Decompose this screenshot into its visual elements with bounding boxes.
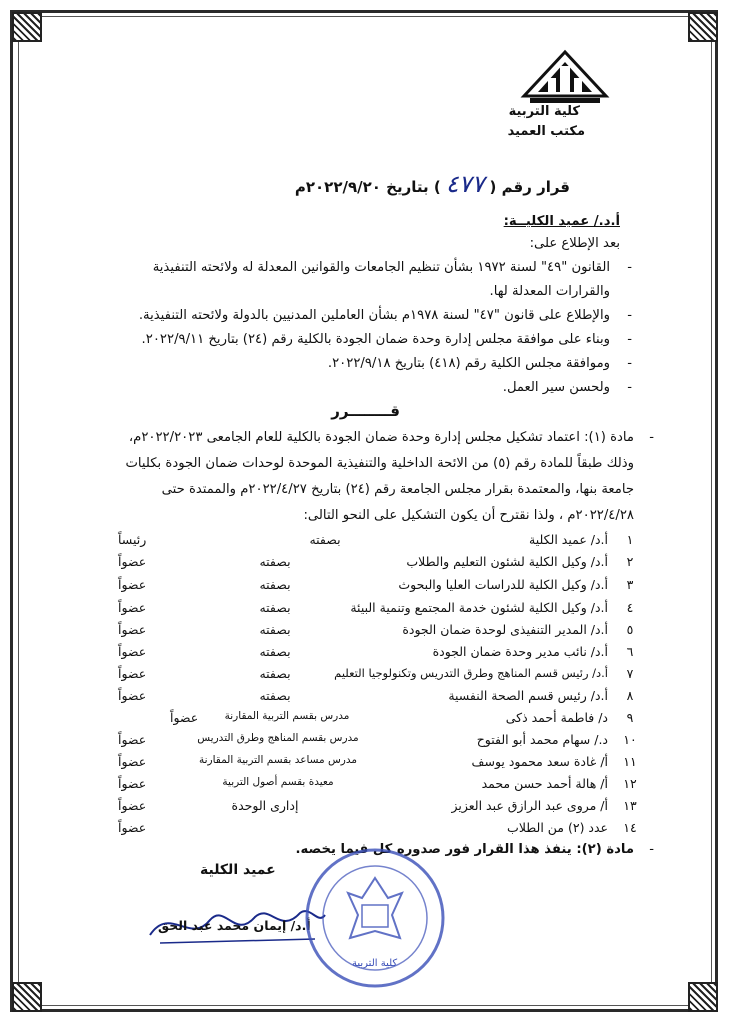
member-number: ١	[626, 532, 634, 547]
member-position: بصفته	[259, 577, 291, 592]
member-name: د/ فاطمة أحمد ذكى	[505, 710, 608, 725]
member-number: ٩	[626, 710, 634, 725]
member-name: أ.د/ نائب مدير وحدة ضمان الجودة	[432, 644, 608, 659]
member-role: عضواً	[118, 754, 147, 769]
consideration-4: وموافقة مجلس الكلية رقم (٤١٨) بتاريخ ٢٠٢٢/٩/١٨.	[327, 356, 610, 371]
member-number: ٣	[626, 577, 634, 592]
member-name: أ/ هالة أحمد حسن محمد	[481, 776, 608, 791]
article1-line-3: جامعة بنها، والمعتمدة بقرار مجلس الجامعة رقم (٢٤) بتاريخ ٢٠٢٢/٤/٢٧م والممتدة حتى	[161, 482, 634, 497]
member-position: بصفته	[309, 532, 341, 547]
corner-ornament	[688, 12, 718, 42]
member-number: ٤	[626, 600, 634, 615]
member-name: أ/ غادة سعد محمود يوسف	[471, 754, 608, 769]
member-name: د./ سهام محمد أبو الفتوح	[476, 732, 608, 747]
member-position: مدرس بقسم التربية المقارنة	[224, 710, 350, 722]
member-name: أ.د/ عميد الكلية	[529, 532, 608, 547]
member-number: ١٣	[623, 798, 637, 813]
member-name: عدد (٢) من الطلاب	[507, 820, 608, 835]
member-name: أ/ مروى عبد الرازق عبد العزيز	[451, 798, 608, 813]
member-role: عضواً	[118, 554, 147, 569]
decision-title-prefix: قرار رقم (	[489, 178, 570, 196]
signatory-name: أ.د/ إيمان محمد عبد الحق	[158, 918, 311, 933]
member-role: عضواً	[118, 798, 147, 813]
official-stamp	[300, 843, 450, 993]
consideration-bullet: -	[627, 380, 632, 395]
stamp-label: كلية التربية	[352, 958, 398, 969]
article1-line-4: ٢٠٢٢/٤/٢٨م ، ولذا نقترح أن يكون التشكيل على النحو التالى:	[303, 508, 634, 523]
consideration-1-line-2: والقرارات المعدلة لها.	[489, 284, 610, 299]
member-position: بصفته	[259, 688, 291, 703]
member-role: رئيساً	[118, 532, 147, 547]
member-position: مدرس بقسم المناهج وطرق التدريس	[197, 732, 359, 744]
member-role: عضواً	[118, 732, 147, 747]
member-role: عضواً	[118, 600, 147, 615]
member-name: أ.د/ وكيل الكلية لشئون خدمة المجتمع وتنمية البيئة	[350, 600, 608, 615]
member-role: عضواً	[118, 644, 147, 659]
member-position: بصفته	[259, 554, 291, 569]
member-number: ١١	[623, 754, 637, 769]
consideration-5: ولحسن سير العمل.	[502, 380, 610, 395]
member-role: عضواً	[170, 710, 199, 725]
member-name: أ.د/ رئيس قسم الصحة النفسية	[448, 688, 608, 703]
corner-ornament	[12, 12, 42, 42]
member-role: عضواً	[118, 688, 147, 703]
member-position: بصفته	[259, 622, 291, 637]
member-position: بصفته	[259, 666, 291, 681]
consideration-1-line-1: القانون "٤٩" لسنة ١٩٧٢ بشأن تنظيم الجامعات والقوانين المعدلة له ولائحته التنفيذية	[152, 260, 610, 275]
member-number: ٨	[626, 688, 634, 703]
member-role: عضواً	[118, 666, 147, 681]
decision-title	[295, 170, 570, 198]
article-bullet: -	[649, 842, 654, 857]
article1-line-2: وذلك طبقاً للمادة رقم (٥) من الائحة الداخلية والتنفيذية الموحدة لوحدات ضمان الجودة بكليات	[125, 456, 634, 471]
member-name: أ.د/ وكيل الكلية للدراسات العليا والبحوث	[398, 577, 608, 592]
article1-line-1: مادة (١): اعتماد تشكيل مجلس إدارة وحدة ضمان الجودة بالكلية للعام الجامعى ٢٠٢٢/٢٠٢٣م،	[128, 430, 634, 445]
decides-heading: قــــــــرر	[331, 402, 400, 420]
member-position: بصفته	[259, 644, 291, 659]
corner-ornament	[12, 982, 42, 1012]
consideration-bullet: -	[627, 260, 632, 275]
member-role: عضواً	[118, 776, 147, 791]
member-number: ١٠	[623, 732, 637, 747]
member-name: أ.د/ المدير التنفيذى لوحدة ضمان الجودة	[402, 622, 608, 637]
member-position: مدرس مساعد بقسم التربية المقارنة	[198, 754, 358, 766]
consideration-2: والإطلاع على قانون "٤٧" لسنة ١٩٧٨م بشأن العاملين المدنيين بالدولة ولائحته التنفيذية.	[138, 308, 610, 323]
member-role: عضواً	[118, 820, 147, 835]
member-number: ٦	[626, 644, 634, 659]
member-number: ٥	[626, 622, 634, 637]
member-name: أ.د/ وكيل الكلية لشئون التعليم والطلاب	[406, 554, 608, 569]
member-number: ٧	[626, 666, 634, 681]
article-bullet: -	[649, 430, 654, 445]
consideration-3: وبناء على موافقة مجلس إدارة وحدة ضمان الجودة بالكلية رقم (٢٤) بتاريخ ٢٠٢٢/٩/١١.	[141, 332, 610, 347]
member-position: بصفته	[259, 600, 291, 615]
consideration-bullet: -	[627, 308, 632, 323]
consideration-bullet: -	[627, 356, 632, 371]
addressee: أ.د./ عميد الكليــة:	[503, 214, 620, 229]
decision-title-suffix: ) بتاريخ ٢٠٢٢/٩/٢٠م	[294, 178, 441, 196]
corner-ornament	[688, 982, 718, 1012]
office-name: مكتب العميد	[507, 124, 585, 139]
consideration-bullet: -	[627, 332, 632, 347]
member-number: ١٤	[623, 820, 637, 835]
member-position: إدارى الوحدة	[231, 798, 299, 813]
decision-number: ٤٧٧	[445, 170, 485, 198]
member-role: عضواً	[118, 577, 147, 592]
article2: مادة (٢): ينفذ هذا القرار فور صدوره كل فيما يخصه.	[295, 842, 634, 857]
preamble: بعد الإطلاع على:	[529, 236, 620, 251]
faculty-name: كلية التربية	[508, 104, 580, 119]
member-role: عضواً	[118, 622, 147, 637]
member-number: ٢	[626, 554, 634, 569]
member-position: معيدة بقسم أصول التربية	[222, 776, 334, 788]
signatory-title: عميد الكلية	[200, 862, 276, 878]
faculty-logo-icon	[520, 48, 610, 108]
member-name: أ.د/ رئيس قسم المناهج وطرق التدريس وتكنولوجيا التعليم	[334, 666, 608, 680]
member-number: ١٢	[623, 776, 637, 791]
